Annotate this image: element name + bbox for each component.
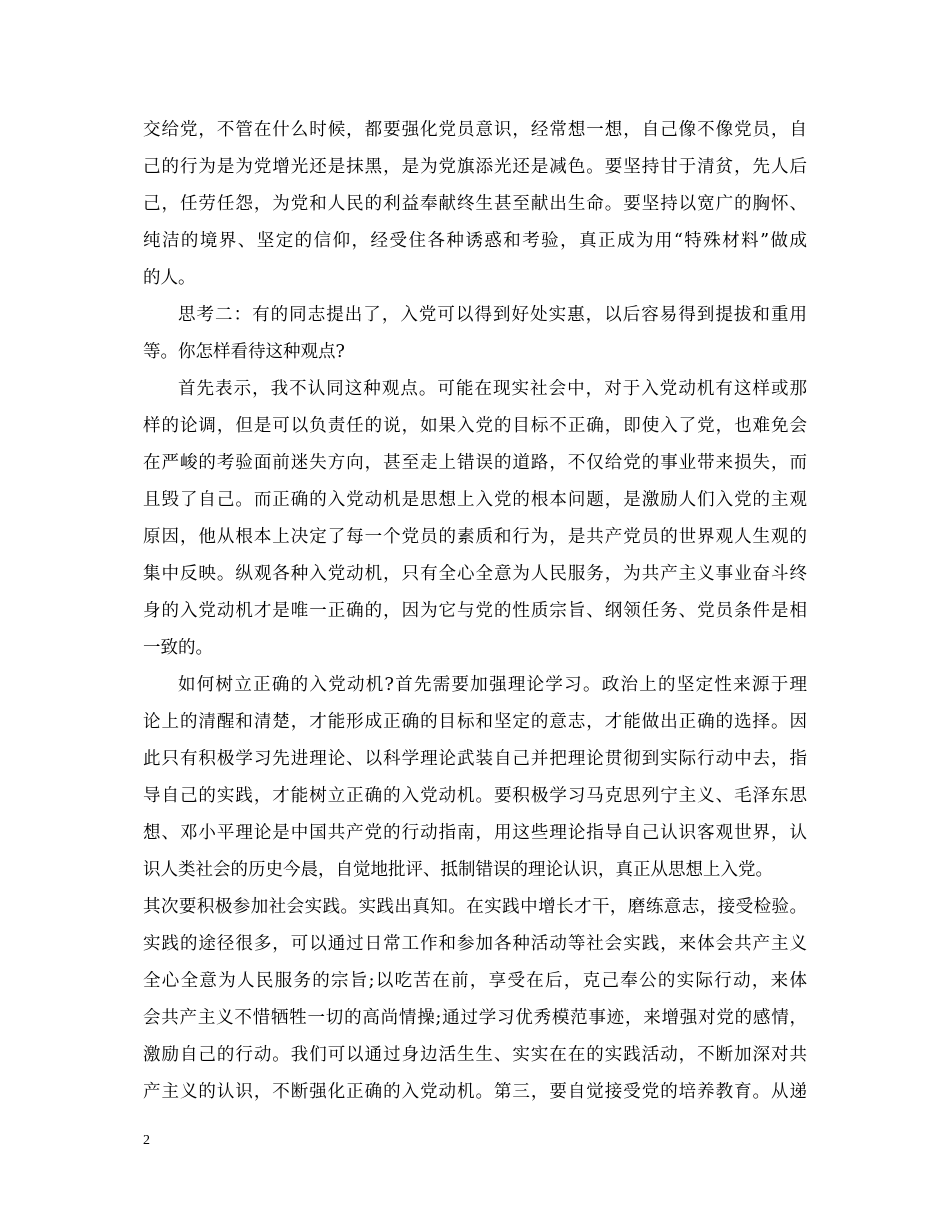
text-line: 身的入党动机才是唯一正确的，因为它与党的性质宗旨、纲领任务、党员条件是相 bbox=[143, 601, 807, 621]
text-line: 实践的途径很多，可以通过日常工作和参加各种活动等社会实践，来体会共产主义 bbox=[143, 934, 807, 954]
text-line: 如何树立正确的入党动机?首先需要加强理论学习。政治上的坚定性来源于理 bbox=[178, 675, 807, 695]
text-line: 激励自己的行动。我们可以通过身边活生生、实实在在的实践活动，不断加深对共 bbox=[143, 1045, 807, 1065]
paragraph-4 bbox=[143, 667, 807, 1111]
text-line: 原因，他从根本上决定了每一个党员的素质和行为，是共产党员的世界观人生观的 bbox=[143, 527, 807, 547]
text-line: 全心全意为人民服务的宗旨;以吃苦在前，享受在后，克己奉公的实际行动，来体 bbox=[143, 971, 807, 991]
text-line: 思考二：有的同志提出了，入党可以得到好处实惠，以后容易得到提拔和重用 bbox=[178, 305, 807, 325]
text-line: 交给党，不管在什么时候，都要强化党员意识，经常想一想，自己像不像党员，自 bbox=[143, 120, 807, 140]
text-line: 一致的。 bbox=[143, 638, 213, 658]
document-body bbox=[143, 112, 807, 1111]
text-line: 识人类社会的历史今晨，自觉地批评、抵制错误的理论认识，真正从思想上入党。 bbox=[143, 860, 773, 880]
paragraph-2 bbox=[143, 297, 807, 371]
text-line: 产主义的认识，不断强化正确的入党动机。第三，要自觉接受党的培养教育。从递 bbox=[143, 1082, 807, 1102]
text-line: 在严峻的考验面前迷失方向，甚至走上错误的道路，不仅给党的事业带来损失，而 bbox=[143, 453, 807, 473]
text-line: 的人。 bbox=[143, 268, 196, 288]
text-line: 首先表示，我不认同这种观点。可能在现实社会中，对于入党动机有这样或那 bbox=[178, 379, 807, 399]
text-line: 样的论调，但是可以负责任的说，如果入党的目标不正确，即使入了党，也难免会 bbox=[143, 416, 807, 436]
page-number: 2 bbox=[143, 1133, 150, 1148]
text-line: 己，任劳任怨，为党和人民的利益奉献终生甚至献出生命。要坚持以宽广的胸怀、 bbox=[143, 194, 807, 214]
text-line: 论上的清醒和清楚，才能形成正确的目标和坚定的意志，才能做出正确的选择。因 bbox=[143, 712, 807, 732]
text-line: 想、邓小平理论是中国共产党的行动指南，用这些理论指导自己认识客观世界，认 bbox=[143, 823, 807, 843]
text-line: 己的行为是为党增光还是抹黑，是为党旗添光还是减色。要坚持甘于清贫，先人后 bbox=[143, 157, 807, 177]
paragraph-1 bbox=[143, 112, 807, 297]
text-line: 且毁了自己。而正确的入党动机是思想上入党的根本问题，是激励人们入党的主观 bbox=[143, 490, 807, 510]
text-line: 会共产主义不惜牺牲一切的高尚情操;通过学习优秀模范事迹，来增强对党的感情， bbox=[143, 1008, 807, 1028]
text-line: 集中反映。纵观各种入党动机，只有全心全意为人民服务，为共产主义事业奋斗终 bbox=[143, 564, 807, 584]
text-line: 纯洁的境界、坚定的信仰，经受住各种诱惑和考验，真正成为用“特殊材料”做成 bbox=[143, 231, 807, 251]
text-line: 导自己的实践，才能树立正确的入党动机。要积极学习马克思列宁主义、毛泽东思 bbox=[143, 786, 807, 806]
paragraph-3 bbox=[143, 371, 807, 667]
text-line: 其次要积极参加社会实践。实践出真知。在实践中增长才干，磨练意志，接受检验。 bbox=[143, 897, 807, 917]
text-line: 此只有积极学习先进理论、以科学理论武装自己并把理论贯彻到实际行动中去，指 bbox=[143, 749, 807, 769]
text-line: 等。你怎样看待这种观点? bbox=[143, 342, 345, 362]
